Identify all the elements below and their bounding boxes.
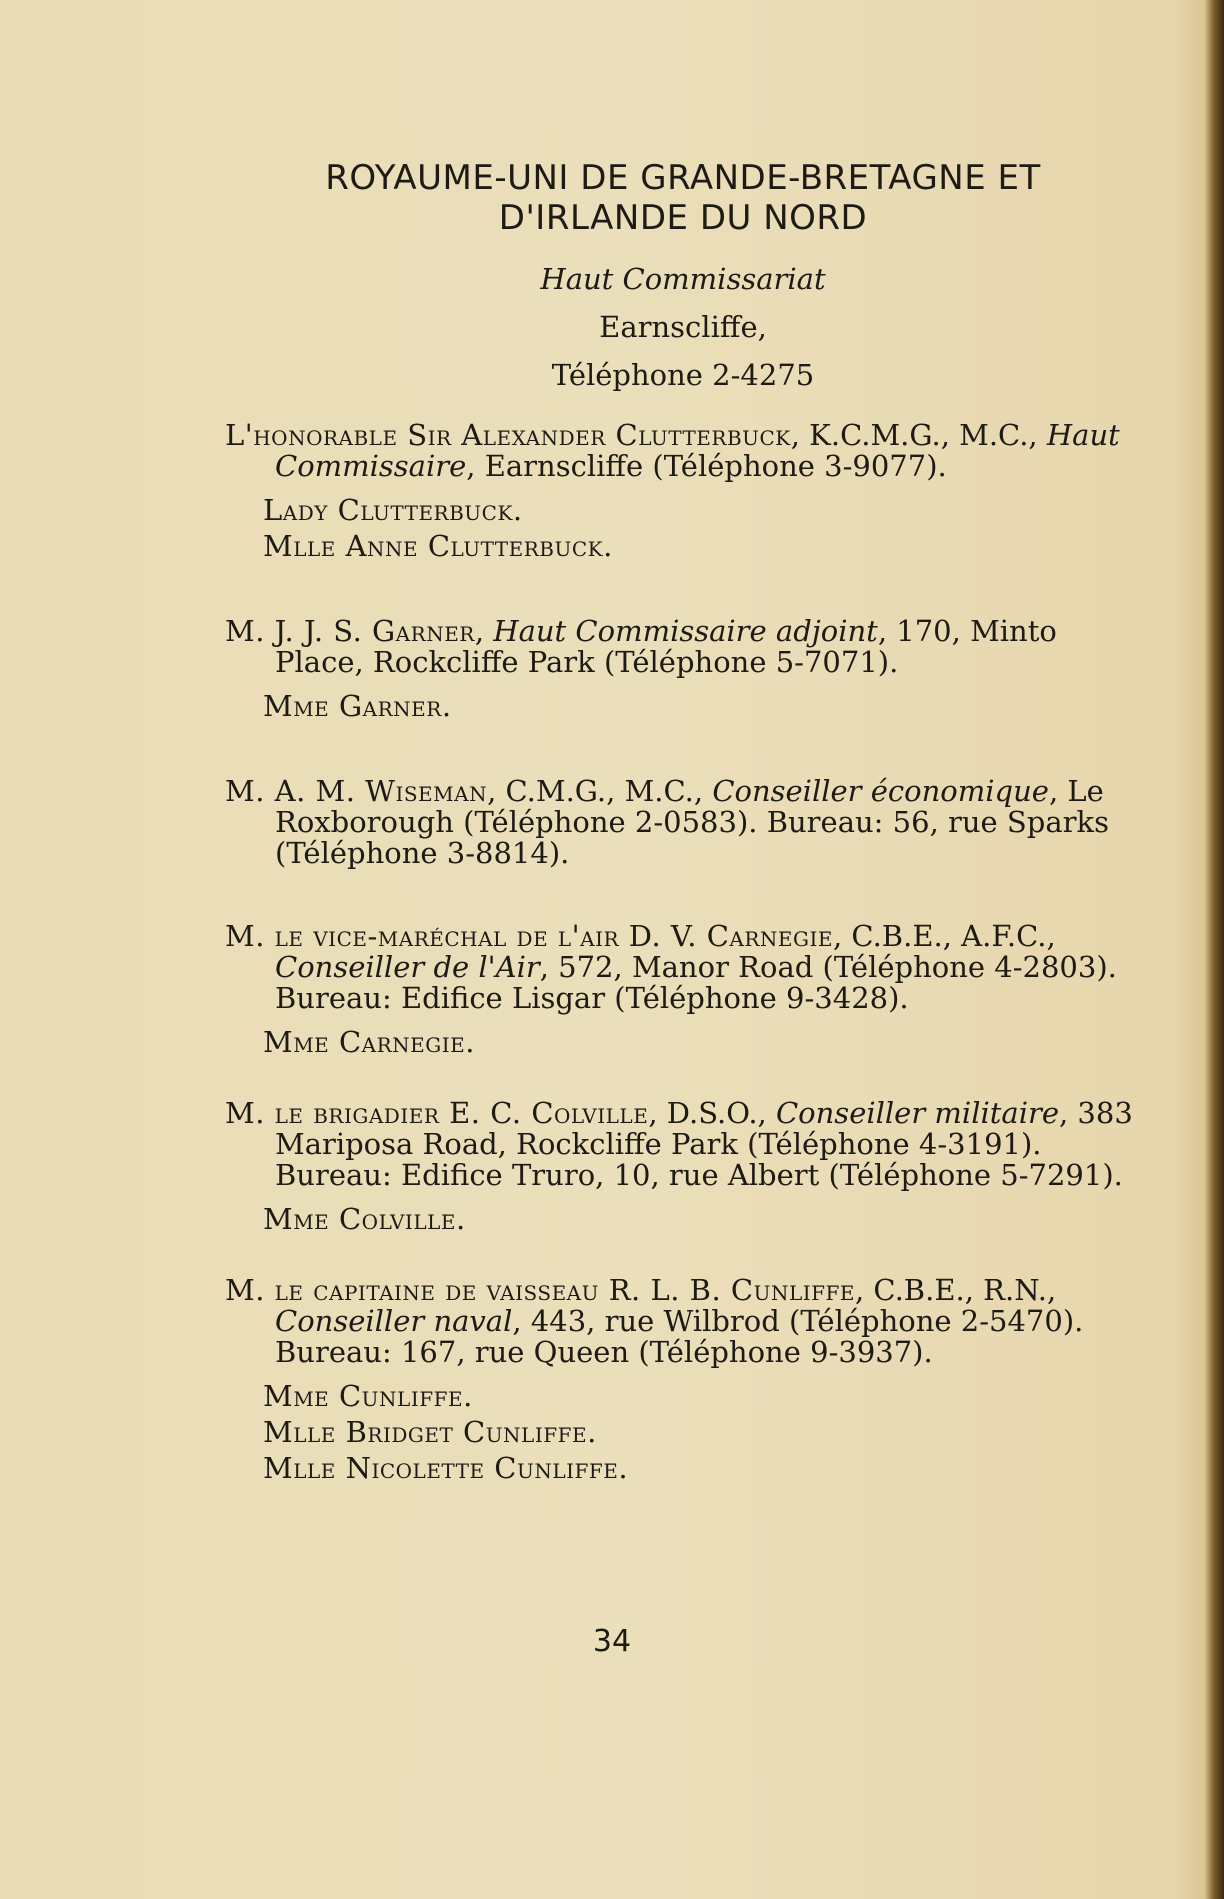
entry-air-adviser <box>225 921 1141 1014</box>
entry-honours: , C.B.E., R.N., <box>854 1273 1057 1307</box>
entry-title: Conseiller économique <box>712 774 1049 808</box>
entry-details: , Le Roxborough (Téléphone 2-0583). Bureau: 56, rue Sparks (Téléphone 3-8814). <box>275 774 1109 870</box>
entry-details: , 170, Minto Place, Rockcliffe Park (Téléphone 5-7071). <box>275 614 1057 679</box>
page-number: 34 <box>592 1624 632 1659</box>
entry-title: Conseiller de l'Air <box>275 950 540 984</box>
entry-name: M. le vice-maréchal de l'air D. V. Carnegie <box>225 919 833 953</box>
entry-honours: , D.S.O., <box>648 1096 776 1130</box>
entry-name: L'honorable Sir Alexander Clutterbuck <box>225 418 791 452</box>
entry-honours: , C.B.E., A.F.C., <box>833 919 1056 953</box>
entry-deputy-high-commissioner <box>225 616 1141 678</box>
title-line-1: ROYAUME-UNI DE GRANDE-BRETAGNE ET <box>325 158 1041 198</box>
entry-honours: , K.C.M.G., M.C., <box>790 418 1047 452</box>
entry-naval-adviser <box>225 1275 1141 1368</box>
entry-details: , 383 Mariposa Road, Rockcliffe Park (Téléphone 4-3191). Bureau: Edifice Truro, 10, rue Albert (Téléphone 5-7291). <box>275 1096 1133 1192</box>
entry-high-commissioner <box>225 420 1141 482</box>
family-member: Mlle Bridget Cunliffe. <box>263 1415 597 1449</box>
entry-name: M. A. M. Wiseman <box>225 774 488 808</box>
family-member: Mlle Anne Clutterbuck. <box>263 529 613 563</box>
text-block <box>225 158 1141 1486</box>
office-phone: Téléphone 2-4275 <box>551 358 815 392</box>
entry-military-adviser <box>225 1098 1141 1191</box>
entry-title: Conseiller naval <box>275 1304 513 1338</box>
family-member: Mme Carnegie. <box>263 1025 475 1059</box>
entry-details: , Earnscliffe (Téléphone 3-9077). <box>466 449 947 483</box>
entry-details: , 443, rue Wilbrod (Téléphone 2-5470). Bureau: 167, rue Queen (Téléphone 9-3937). <box>275 1304 1084 1369</box>
entry-honours: , <box>474 614 494 648</box>
family-member: Lady Clutterbuck. <box>263 493 523 527</box>
entry-economic-counsellor <box>225 776 1141 869</box>
family-member: Mme Cunliffe. <box>263 1379 473 1413</box>
family-member: Mme Garner. <box>263 689 452 723</box>
entry-title: Haut Commissaire adjoint <box>493 614 878 648</box>
family-member: Mme Colville. <box>263 1202 466 1236</box>
entry-honours: , C.M.G., M.C., <box>487 774 713 808</box>
entry-name: M. le capitaine de vaisseau R. L. B. Cunliffe <box>225 1273 855 1307</box>
entry-name: M. J. J. S. Garner <box>225 614 475 648</box>
entry-title: Haut Commissaire <box>275 418 1120 483</box>
office-address: Earnscliffe, <box>599 310 767 344</box>
subtitle: Haut Commissariat <box>540 262 826 296</box>
section-title <box>225 158 1141 238</box>
entry-details: , 572, Manor Road (Téléphone 4-2803). Bureau: Edifice Lisgar (Téléphone 9-3428). <box>275 950 1117 1015</box>
entry-title: Conseiller militaire <box>775 1096 1059 1130</box>
family-member: Mlle Nicolette Cunliffe. <box>263 1451 629 1485</box>
title-line-2: D'IRLANDE DU NORD <box>498 198 868 238</box>
entry-name: M. le brigadier E. C. Colville <box>225 1096 649 1130</box>
